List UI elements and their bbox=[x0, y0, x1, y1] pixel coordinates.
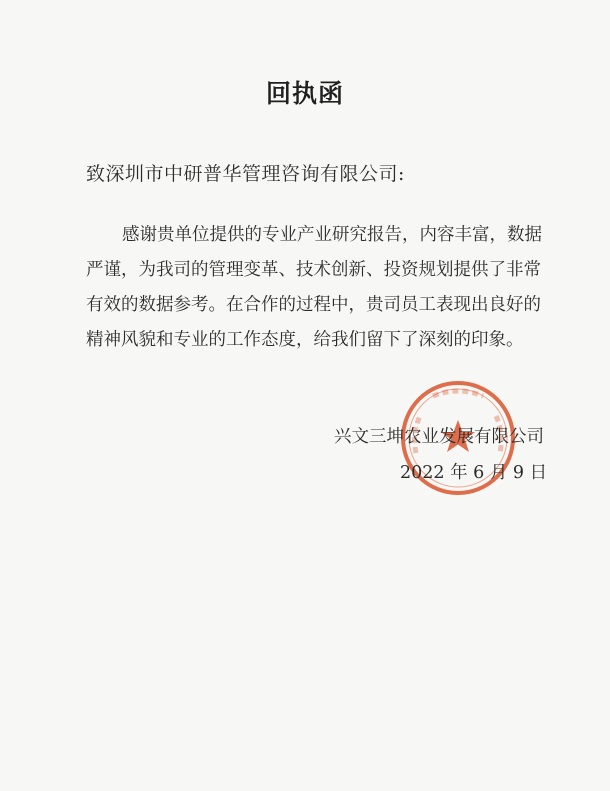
signing-date: 2022 年 6 月 9 日 bbox=[400, 463, 548, 483]
letter-salutation: 致深圳市中研普华管理咨询有限公司: bbox=[86, 163, 405, 185]
body-line: 严谨，为我司的管理变革、技术创新、投资规划提供了非常 bbox=[86, 260, 541, 280]
body-line: 感谢贵单位提供的专业产业研究报告，内容丰富，数据 bbox=[122, 225, 542, 245]
letter-title: 回执函 bbox=[265, 79, 344, 108]
body-line: 精神风貌和专业的工作态度，给我们留下了深刻的印象。 bbox=[86, 330, 524, 350]
letter-body bbox=[86, 218, 542, 358]
body-line: 有效的数据参考。在合作的过程中，贵司员工表现出良好的 bbox=[86, 295, 541, 315]
signing-company: 兴文三坤农业发展有限公司 bbox=[334, 427, 544, 447]
